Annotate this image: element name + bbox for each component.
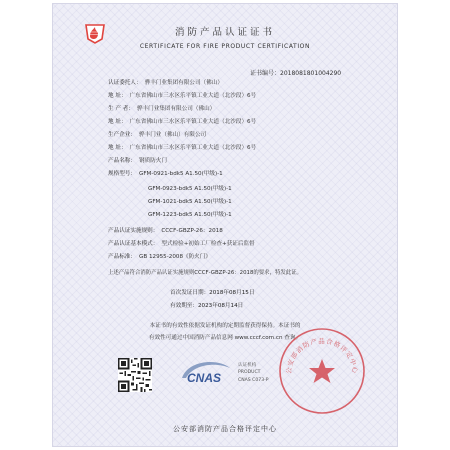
field-producer-address: 地 址： 广东省佛山市三水区乐平镇工业大道（北沙段）6号	[108, 119, 257, 125]
model-line: GFM-1223-bdk5 A1.50(甲级)-1	[148, 212, 232, 218]
seal-text: 公安部消防产品合格评定中心	[284, 337, 360, 375]
cnas-logo-text: CNAS	[187, 371, 222, 385]
field-producer: 生 产 者： 骅丰门业集团有限公司（佛山）	[108, 106, 216, 112]
cnas-line-1: PRODUCT	[238, 370, 261, 375]
field-label: 生产企业	[108, 132, 131, 138]
field-mode: 产品认证基本模式： 型式检验+初始工厂检查+获证后监督	[108, 241, 255, 247]
field-label: 规格型号	[108, 171, 131, 177]
certificate-subtitle: CERTIFICATE FOR FIRE PRODUCT CERTIFICATION	[139, 43, 311, 50]
qr-code	[118, 358, 152, 392]
field-value: CCCF-GBZP-26：2018	[161, 228, 223, 234]
first-issue-date	[170, 290, 254, 297]
validity-date	[170, 303, 243, 310]
seal-star-icon	[309, 359, 335, 383]
cert-no-label: 证书编号：	[250, 70, 281, 77]
validity-note-line: 有效性可通过中国消防产品信息网 www.cccf.com.cn 查询。	[148, 335, 302, 341]
model-line: GFM-1021-bdk5 A1.50(甲级)-1	[148, 199, 232, 205]
field-model: 规格型号： GFM-0921-bdk5 A1.50(甲级)-1	[108, 171, 223, 177]
field-label: 地 址	[108, 119, 121, 125]
field-label: 产品名称	[108, 158, 131, 164]
field-applicant-address: 地 址： 广东省佛山市三水区乐平镇工业大道（北沙段）6号	[108, 93, 257, 99]
field-manufacturer-address: 地 址： 广东省佛山市三水区乐平镇工业大道（北沙段）6号	[108, 145, 257, 151]
cnas-line-2: CNAS C073-P	[238, 378, 269, 383]
validity-value: 2023年08月14日	[197, 303, 244, 309]
field-rules: 产品认证实施规则： CCCF-GBZP-26：2018	[108, 228, 223, 234]
validity-label: 有效期至：	[170, 303, 198, 309]
field-value: 广东省佛山市三水区乐平镇工业大道（北沙段）6号	[129, 119, 257, 125]
field-value: GFM-0921-bdk5 A1.50(甲级)-1	[139, 171, 223, 177]
field-value: 钢质防火门	[139, 158, 167, 164]
field-label: 地 址	[108, 93, 121, 99]
issuing-authority: 公安部消防产品合格评定中心	[173, 425, 277, 433]
conformity-statement: 上述产品符合消防产品认证实施规则CCCF-GBZP-26：2018的要求，特发此证。	[108, 270, 302, 276]
field-value: 型式检验+初始工厂检查+获证后监督	[161, 241, 255, 247]
field-value: GB 12955-2008《防火门》	[139, 254, 211, 260]
field-value: 广东省佛山市三水区乐平镇工业大道（北沙段）6号	[129, 93, 257, 99]
cnas-logo	[178, 358, 234, 386]
issue-date-label: 首次发证日期：	[170, 290, 210, 296]
field-value: 骅丰门业集团有限公司（佛山）	[136, 106, 216, 112]
field-label: 产品认证基本模式	[108, 241, 153, 247]
official-seal	[277, 326, 367, 416]
model-line: GFM-0923-bdk5 A1.50(甲级)-1	[148, 186, 232, 192]
field-product-name: 产品名称： 钢质防火门	[108, 158, 167, 164]
issue-date-value: 2018年08月15日	[209, 290, 255, 296]
field-applicant: 认证委托人： 骅丰门业集团有限公司（佛山）	[108, 80, 223, 86]
field-label: 生 产 者	[108, 106, 129, 112]
field-value: 广东省佛山市三水区乐平镇工业大道（北沙段）6号	[129, 145, 257, 151]
field-standard: 产品标准： GB 12955-2008《防火门》	[108, 254, 211, 260]
field-manufacturer: 生产企业： 骅丰门业（佛山）有限公司	[108, 132, 207, 138]
field-label: 产品认证实施规则	[108, 228, 153, 234]
field-value: 骅丰门业集团有限公司（佛山）	[144, 80, 223, 86]
field-label: 产品标准	[108, 254, 131, 260]
certificate-number	[250, 68, 341, 77]
field-label: 认证委托人	[108, 80, 136, 86]
field-label: 地 址	[108, 145, 121, 151]
cert-no-value: 2018081801004290	[280, 70, 342, 77]
validity-note-line: 本证书的有效性依据发证机构的定期监督获得保持。本证书的	[149, 323, 301, 329]
field-value: 骅丰门业（佛山）有限公司	[139, 132, 207, 138]
certificate-title: 消防产品认证证书	[174, 27, 275, 38]
cnas-caption: 认证机构	[238, 363, 257, 368]
